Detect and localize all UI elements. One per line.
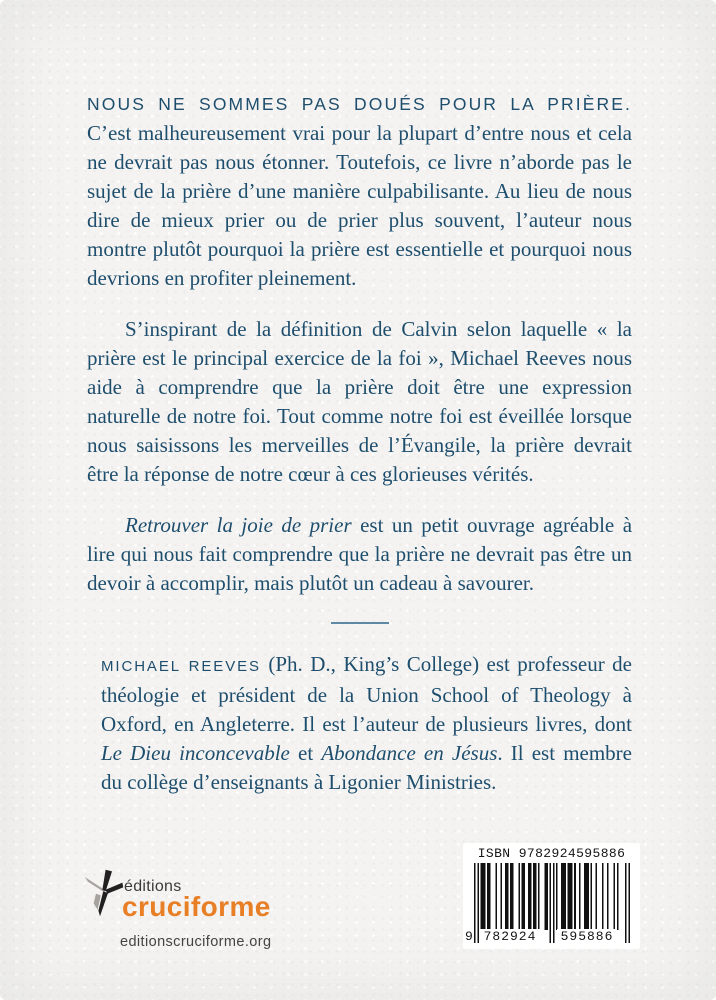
synopsis-paragraph-1-text: C’est malheureusement vrai pour la plupart d’entre nous et cela ne devrait pas nous étonner. Toutefois, ce livre n’aborde pas le sujet de la prière d’une manière culpabilisante. Au lieu de nous dire de mieux prier ou de prier plus souvent, l’auteur nous montre plutôt pourquoi la prière est essentielle et pourquoi nous devrions en profiter pleinement.	[87, 121, 632, 290]
book-title-italic: Retrouver la joie de prier	[125, 513, 352, 537]
isbn-label: ISBN 9782924595886	[477, 846, 626, 861]
barcode-digit-first: 9	[465, 929, 474, 944]
synopsis-block	[87, 89, 632, 797]
cruciforme-cross-icon	[84, 864, 124, 922]
isbn-barcode-box	[463, 843, 640, 949]
synopsis-paragraph-3-text: est un petit ouvrage agréable à lire qui nous fait comprendre que la prière ne devrait pas être un devoir à accomplir, mais plutôt un cadeau à savourer.	[87, 513, 633, 595]
author-name: MICHAEL REEVES	[101, 658, 261, 675]
author-book-title-1: Le Dieu inconcevable	[101, 741, 290, 765]
publisher-website: editionscruciforme.org	[120, 934, 272, 950]
author-bio-text-2: . Il est membre du collège d’enseignants à Ligonier Ministries.	[101, 741, 633, 794]
author-bio	[101, 650, 632, 797]
author-book-title-2: Abondance en Jésus	[321, 741, 498, 765]
publisher-logo-block	[84, 860, 284, 955]
section-divider	[331, 622, 389, 624]
barcode-digits-group2: 595886	[557, 929, 617, 944]
author-bio-text-1: (Ph. D., King’s College) est professeur de théologie et président de la Union School of Theology à Oxford, en Angleterre. Il est l’auteur de plusieurs livres, dont	[101, 652, 632, 736]
synopsis-paragraph-1	[87, 89, 632, 293]
publisher-name-line2: cruciforme	[122, 891, 271, 922]
author-bio-conjunction: et	[289, 741, 322, 765]
synopsis-paragraph-3	[87, 511, 632, 598]
barcode-digits-group1: 782924	[480, 929, 540, 944]
publisher-name-line1: éditions	[124, 878, 182, 895]
synopsis-lead-caps: NOUS NE SOMMES PAS DOUÉS POUR LA PRIÈRE.	[87, 94, 632, 114]
synopsis-paragraph-2: S’inspirant de la définition de Calvin selon laquelle « la prière est le principal exercice de la foi », Michael Reeves nous aide à comprendre que la prière doit être une expression naturelle de notre foi. Tout comme notre foi est éveillée lorsque nous saisissons les merveilles de l’Évangile, la prière devrait être la réponse de notre cœur à ces glorieuses vérités.	[87, 317, 632, 486]
